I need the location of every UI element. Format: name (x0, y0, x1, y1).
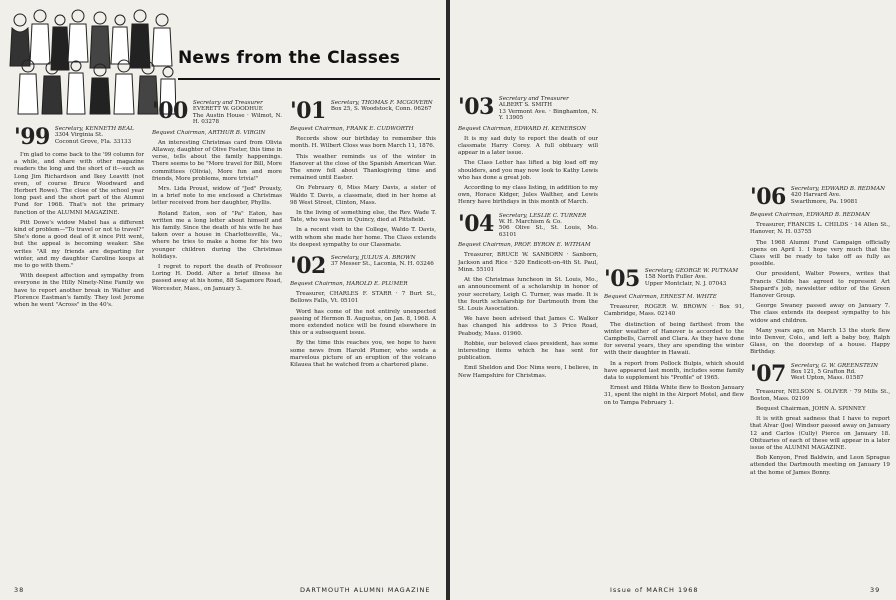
magazine-name: DARTMOUTH ALUMNI MAGAZINE (300, 586, 431, 594)
bequest-chairman: Bequest Chairman, EDWARD B. REDMAN (750, 212, 870, 218)
paragraph: According to my class listing, in addition to my own, Horace Kidger, Jules Walther, and Lewis Henry have birthdays in this month of March. (458, 185, 598, 206)
paragraph: I'm glad to come back to the '99 column for a while, and share with other magazine readers the long and the short of it—such as Long Jim Richardson and Ikey Leavitt (not even, of course Bruce Woodward and Herbert Rowe). The close of the school year long past and the short part of the Alumni Fund for 1968. That's not the primary function of the ALUMNI MAGAZINE. (14, 152, 144, 216)
class-heading-02 (290, 253, 436, 280)
right-page (450, 0, 896, 600)
class-heading-01 (290, 100, 436, 122)
paragraph: Robbie, our beloved class president, has some interesting items which he has sent for publication. (458, 340, 598, 362)
page-number-right: 39 (870, 586, 881, 594)
paragraph: We have been advised that James C. Walker has changed his address to 3 Price Road, Peabody, Mass. 01960. (458, 316, 598, 337)
paragraph: The Class Letter has lifted a big load off my shoulders, and you may now look to Kathy Lewis who has done a great job. (458, 160, 598, 181)
paragraph: It is my sad duty to report the death of our classmate Harry Corey. A full obituary will appear in a later issue. (458, 135, 598, 157)
column-4 (458, 6, 598, 578)
left-page (0, 0, 446, 600)
page-title: News from the Classes (178, 48, 401, 68)
paragraph: Treasurer, FRANCIS L. CHILDS · 14 Allen St., Hanover, N. H. 03755 (750, 222, 890, 236)
secretary-info: Secretary, THOMAS F. MCGOVERN Box 25, S. Woodstock, Conn. 06267 (330, 100, 433, 113)
class-heading-99 (14, 126, 144, 148)
secretary-info: Secretary, GEORGE W. PUTNAM 158 North Fuller Ave. Upper Montclair, N. J. 07043 (644, 268, 739, 287)
paragraph: On February 6, Miss Mary Davis, a sister of Waldo T. Davis, a classmate, died in her home at 98 West Street, Clinton, Mass. (290, 185, 436, 206)
paragraph: In the living of something else, the Rev. Wade T. Tate, who was born in Quincy, died at Pittsfield. (290, 210, 436, 224)
title-rule (178, 78, 440, 80)
class-heading-05 (604, 268, 744, 290)
bequest-chairman: Bequest Chairman, ERNEST M. WHITE (604, 294, 717, 300)
bequest-chairman: Bequest Chairman, EDWARD H. KENERSON (458, 125, 587, 132)
class-heading-00 (152, 100, 282, 126)
paragraph: Roland Eaton, son of "Pa" Eaton, has written me a long letter about himself and his family. Since the death of his wife he has taken over a house in Charlottesville, Va., where he tries to make a home for his two younger children during the Christmas holidays. (152, 210, 282, 260)
paragraph: Records show our birthday to remember this month. H. Wilbert Closs was born March 11, 1876. (290, 136, 436, 150)
paragraph: It is with great sadness that I have to report that Alvar (Joe) Windsor passed away on January 12 and Carlos (Cully) Pierce on January 18. Obituaries of each of these will appear in a later issue of the ALUMNI MAGAZINE. (750, 416, 890, 452)
secretary-info: Secretary and Treasurer ALBERT S. SMITH 13 Vermont Ave. · Binghamton, N. Y. 13905 (498, 96, 598, 122)
column-2 (152, 94, 282, 578)
class-heading-06 (750, 186, 890, 208)
paragraph: I regret to report the death of Professor Loring H. Dodd. After a brief illness he passed away at his home, 88 Sagamore Road, Worcester, Mass., on January 3. (152, 264, 282, 292)
class-year: '06 (750, 184, 786, 210)
bequest-chairman: Bequest Chairman, HAROLD E. PLUMER (290, 281, 408, 288)
class-year: '05 (604, 266, 640, 292)
paragraph: George Swaney passed away on January 7. The class extends its deepest sympathy to his widow and children. (750, 303, 890, 324)
bequest-chairman: Bequest Chairman, PROF. BYRON E. WITHAM (458, 242, 591, 249)
paragraph: Bob Kenyon, Fred Baldwin, and Leon Sprague attended the Dartmouth meeting on January 19 at the home of James Bonny. (750, 455, 890, 476)
paragraph: With deepest affection and sympathy from everyone in the Hilly Ninety-Nine Family we have to report another break in Walter and Florence Eastman's family. They lost Jerome when he went "Across" in the 40's. (14, 273, 144, 309)
secretary-info: Secretary and Treasurer EVERETT W. GOODHUE The Austin House · Wilmot, N. H. 03278 (192, 100, 282, 126)
column-3 (290, 94, 436, 578)
page-number-left: 38 (14, 586, 25, 594)
secretary-info: Secretary, EDWARD B. REDMAN 420 Harvard Ave. Swarthmore, Pa. 19081 (790, 186, 886, 205)
secretary-info: Secretary, G. W. GREENSTEIN Box 121, 5 Grafton Rd. West Upton, Mass. 01587 (790, 362, 878, 382)
paragraph: Treasurer, BRUCE W. SANBORN · Sanborn, Jackson and Rice · 520 Endicott-on-4th St. Paul, Minn. 55101 (458, 252, 598, 273)
paragraph: Our president, Walter Powers, writes that Francis Childs has agreed to represent Art Shepard's job, newsletter editor of the Green Hanover Group. (750, 271, 890, 300)
class-heading-04 (458, 210, 598, 239)
column-5 (604, 6, 744, 578)
class-year: '03 (458, 94, 494, 120)
paragraph: Treasurer, NELSON S. OLIVER · 79 Mills St., Boston, Mass. 02109 (750, 388, 890, 402)
bequest-chairman: Bequest Chairman, ARTHUR B. VIRGIN (152, 129, 266, 136)
paragraph: This weather reminds us of the winter in Hanover at the close of the Spanish American War. The snow fell about Thanksgiving time and remained until Easter. (290, 153, 436, 182)
secretary-info: Secretary, KENNETH BEAL 3304 Virginia St. Coconut Grove, Fla. 33133 (54, 126, 134, 145)
class-heading-07 (750, 360, 890, 387)
class-year: '01 (290, 98, 326, 124)
secretary-info: Secretary, JULIUS A. BROWN 37 Messer St., Laconia, N. H. 03246 (330, 255, 434, 268)
class-year: '99 (14, 124, 50, 150)
paragraph: An interesting Christmas card from Olivia Allaway, daughter of Olive Foster, this time in verse, tells about the family happenings. There seems to be "More travel for Bill, More committees (Olivia), More fun and more friends, More problems, more trivia!" (152, 139, 282, 182)
bequest-chairman: Bequest Chairman, FRANK E. CUDWORTH (290, 126, 414, 132)
issue-label: Issue of MARCH 1968 (610, 586, 699, 594)
paragraph: Pitt Dowe's widow Mabel has a different kind of problem—"To travel or not to travel?" She's done a good deal of it since Pitt went, but the appeal is becoming weaker. She writes "All my friends are departing for winter, and my daughter Caroline keeps at me to go with them." (14, 219, 144, 270)
paragraph: The 1968 Alumni Fund Campaign officially opens on April 1. I hope very much that the Class will be ready to take off as fully as possible. (750, 239, 890, 268)
class-year: '07 (750, 360, 786, 387)
class-year: '02 (290, 253, 326, 280)
paragraph: Treasurer, ROGER W. BROWN · Box 91, Cambridge, Mass. 02140 (604, 304, 744, 318)
paragraph: Many years ago, on March 13 the stork flew into Denver, Colo., and left a baby boy, Ralph Glass, on the doorstep of a house. Happy Birthday. (750, 327, 890, 356)
paragraph: Mrs. Lida Proust, widow of "Jed" Prousty, in a brief note to me enclosed a Christmas letter received from her daughter, Phyllis. (152, 186, 282, 207)
secretary-info: Secretary, LESLIE C. TURNER W. H. Marchism & Co. 506 Olive St., St. Louis, Mo. 63101 (498, 212, 598, 238)
column-1 (14, 120, 144, 578)
paragraph: At the Christmas luncheon in St. Louis, Mo., an announcement of a scholarship in honor of your secretary, Leigh C. Turner, was made. It is the fourth scholarship for Dartmouth from the St. Louis Association. (458, 277, 598, 312)
class-year: '04 (458, 210, 494, 237)
paragraph: Word has come of the not entirely unexpected passing of Hermon B. Augustus, on Jan. 8, 1968. A more extended notice will be found elsewhere in this or a subsequent issue. (290, 308, 436, 337)
class-crowd-illustration (8, 6, 176, 118)
paragraph: Emil Sheldon and Doc Nims were, I believe, in New Hampshire for Christmas. (458, 365, 598, 379)
class-year: '00 (152, 98, 188, 124)
paragraph: In a report from Pollock Bulpis, which should have appeared last month, includes some family data to supplement his "Profile" of 1965. (604, 360, 744, 382)
column-6 (750, 6, 890, 578)
paragraph: Bequest Chairman, JOHN A. SPINNEY (756, 406, 866, 413)
paragraph: Ernest and Hilda White flew to Boston January 31, spent the night in the Airport Motel, and flew on to Tampa February 1. (604, 385, 744, 406)
paragraph: By the time this reaches you, we hope to have some news from Harold Plumer, who sends a marvelous picture of an eruption of the volcano Kilauea that he watched from a chartered plane. (290, 340, 436, 369)
class-heading-03 (458, 96, 598, 122)
paragraph: Treasurer, CHARLES F. STARR · 7 Burt St., Bellows Falls, Vt. 05101 (290, 291, 436, 305)
paragraph: The distinction of being farthest from the winter weather of Hanover is accorded to the Campbells, Carroll and Clara. As they have done for several years, they are spending the winter with their daughter in Hawaii. (604, 321, 744, 357)
paragraph: In a recent visit to the College, Waldo T. Davis, with whom she made her home. The Class extends its deepest sympathy to our Classmate. (290, 227, 436, 248)
